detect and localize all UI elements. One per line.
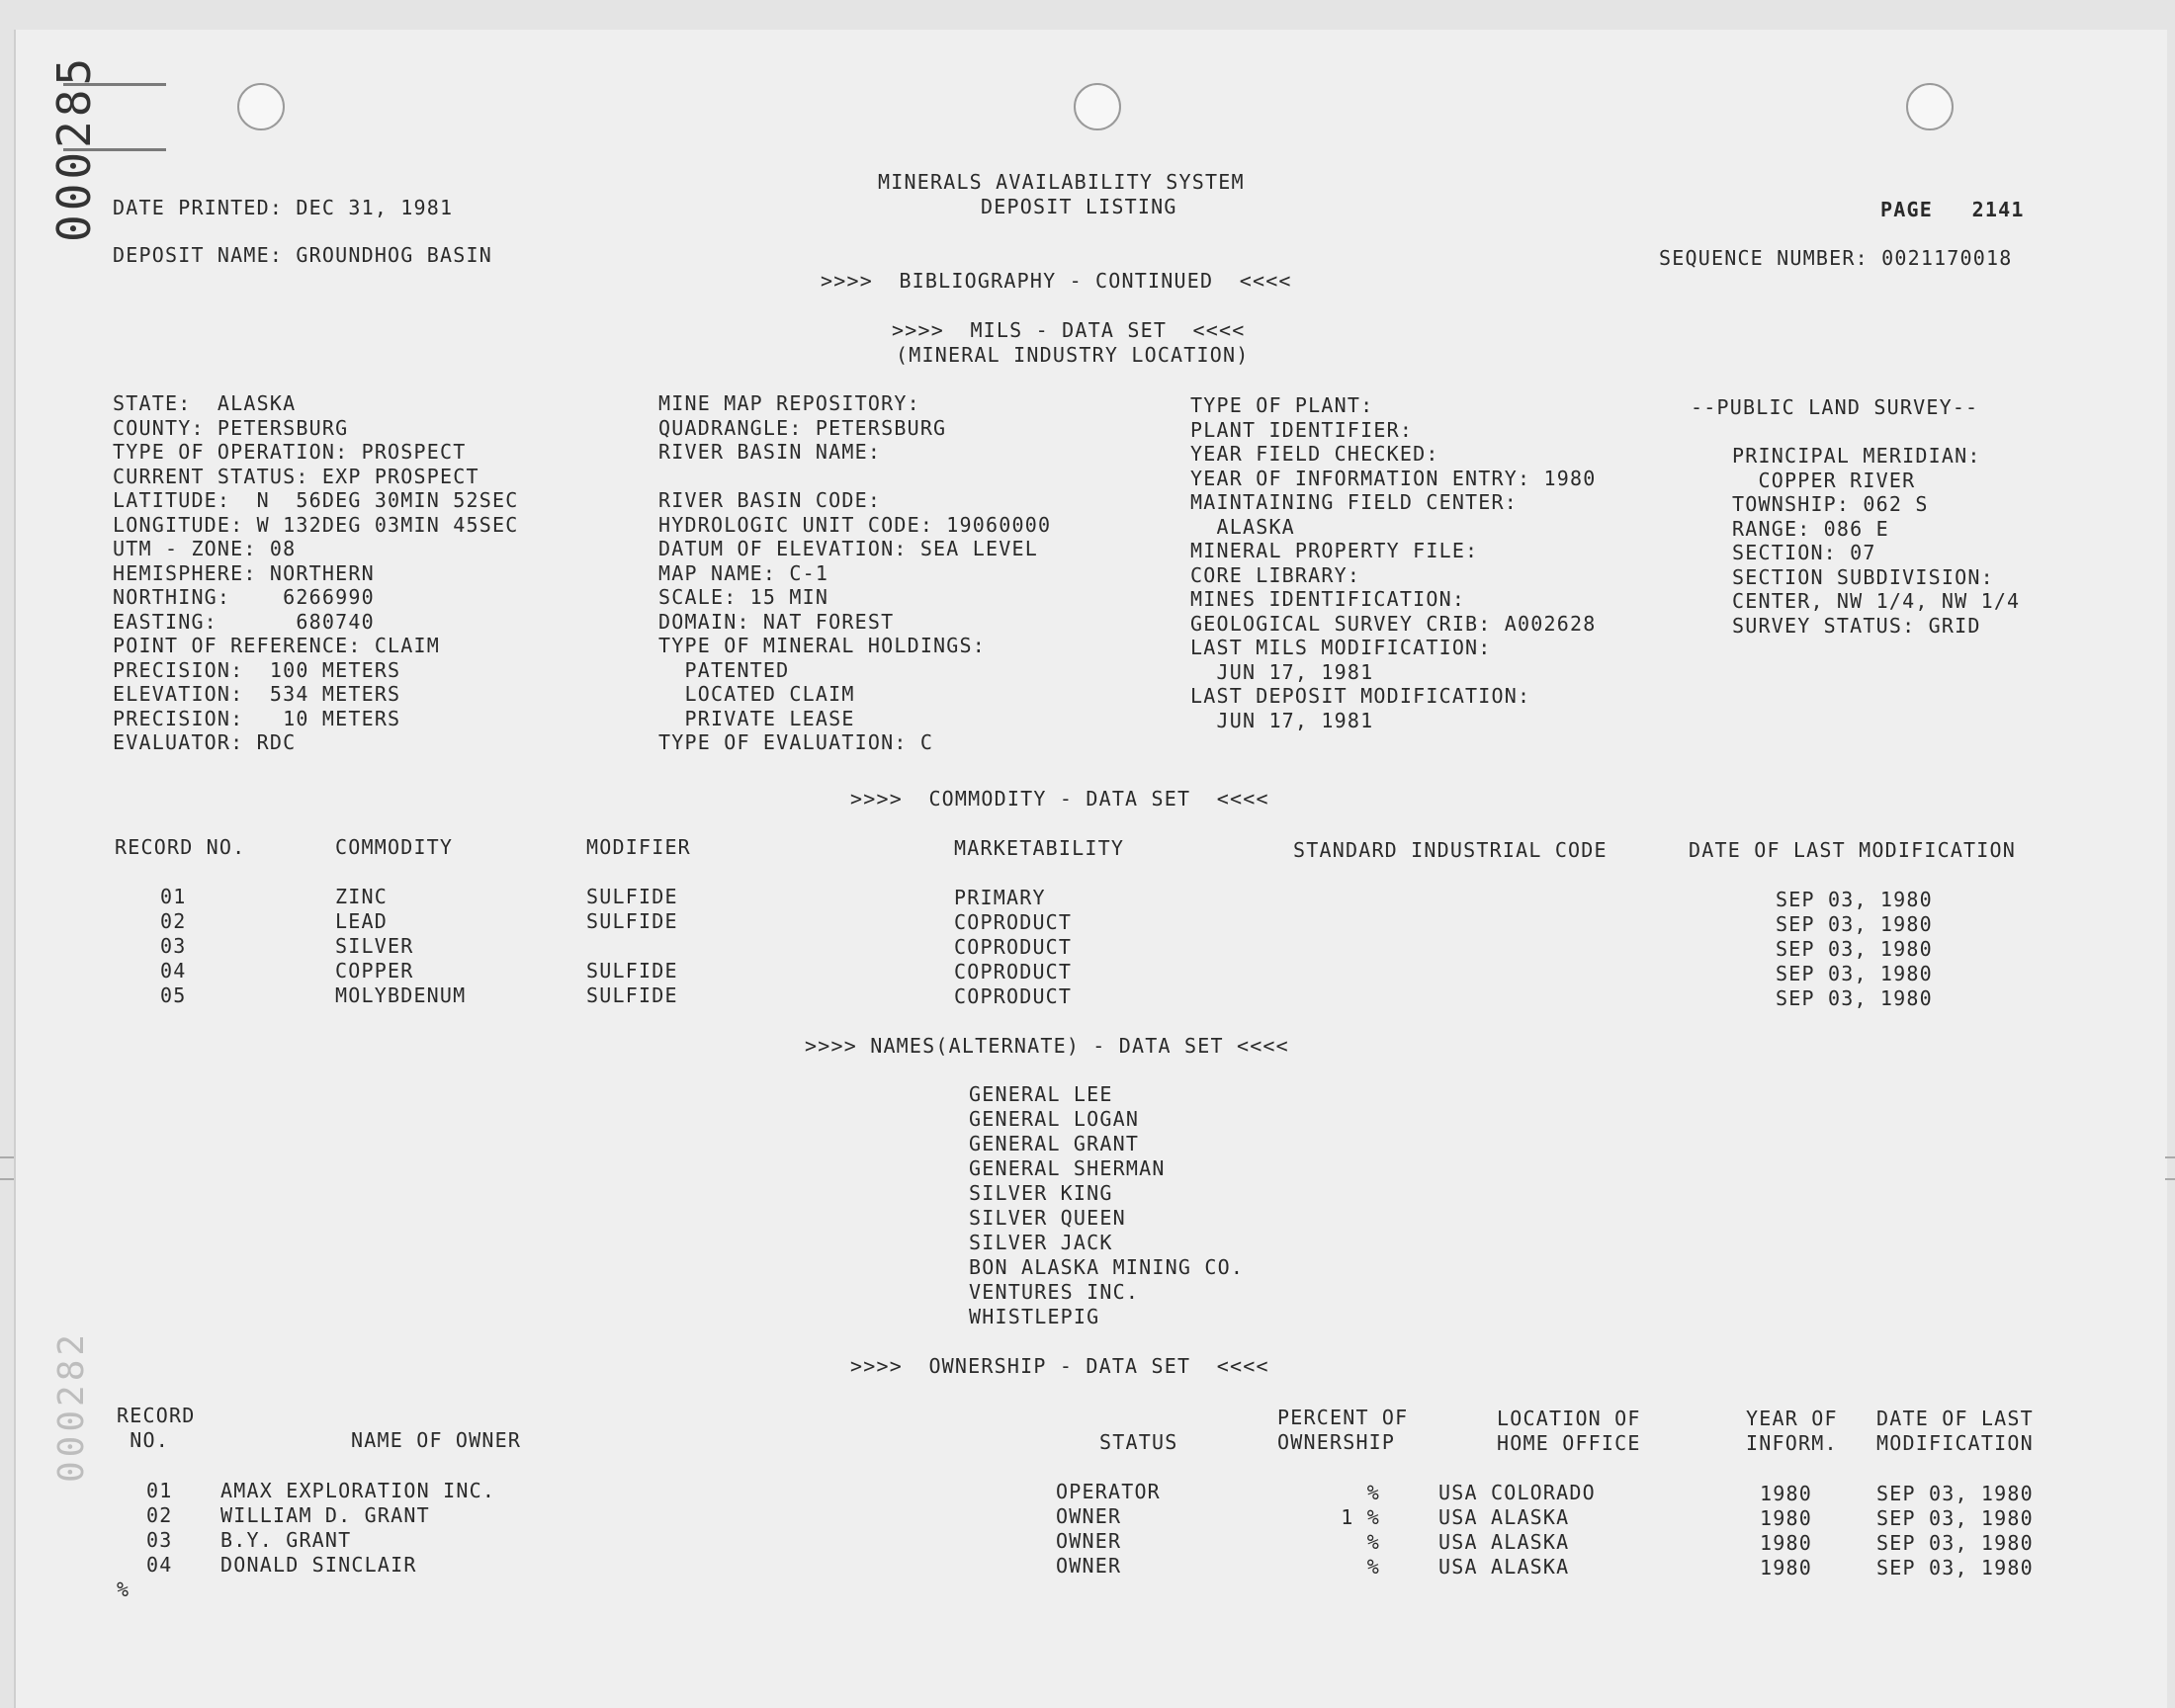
commodity-row-date: SEP 03, 1980 [1776, 888, 1933, 911]
commodity-row-record: 01 [160, 885, 187, 908]
ownership-header-location: LOCATION OF [1497, 1407, 1641, 1430]
ownership-header-year-2: INFORM. [1746, 1431, 1838, 1455]
commodity-row-record: 04 [160, 959, 187, 982]
commodity-row-modifier: SULFIDE [586, 959, 678, 982]
ownership-row-name: DONALD SINCLAIR [220, 1553, 417, 1577]
mils-field: TYPE OF OPERATION: PROSPECT [113, 440, 467, 464]
ownership-row-name: WILLIAM D. GRANT [220, 1503, 430, 1527]
deposit-name: DEPOSIT NAME: GROUNDHOG BASIN [113, 243, 492, 267]
survey-field: PRINCIPAL MERIDIAN: [1732, 444, 1981, 468]
alternate-name: BON ALASKA MINING CO. [969, 1255, 1245, 1279]
alternate-name: VENTURES INC. [969, 1280, 1140, 1304]
mils-field: LAST DEPOSIT MODIFICATION: [1190, 684, 1531, 708]
mils-field: PRECISION: 100 METERS [113, 657, 401, 682]
public-land-survey-title: --PUBLIC LAND SURVEY-- [1691, 395, 1979, 419]
ownership-header-percent-2: OWNERSHIP [1277, 1430, 1396, 1454]
commodity-row-commodity: COPPER [335, 959, 414, 982]
commodity-row-commodity: SILVER [335, 934, 414, 958]
commodity-row-commodity: LEAD [335, 909, 388, 933]
mils-field: QUADRANGLE: PETERSBURG [658, 415, 947, 440]
commodity-row-commodity: ZINC [335, 885, 388, 908]
ownership-row-percent: 1 % [1341, 1505, 1380, 1529]
survey-field: SURVEY STATUS: GRID [1732, 613, 1981, 638]
mils-field: CORE LIBRARY: [1190, 562, 1361, 587]
ownership-row-year: 1980 [1760, 1531, 1812, 1555]
ownership-header-date: DATE OF LAST [1876, 1407, 2034, 1430]
punch-hole-center [1074, 83, 1121, 130]
ownership-row-percent: % [1366, 1555, 1380, 1579]
ownership-row-record: 04 [146, 1553, 173, 1577]
mils-field: PATENTED [658, 657, 790, 682]
commodity-row-marketability: COPRODUCT [954, 935, 1073, 959]
mils-field: JUN 17, 1981 [1190, 659, 1374, 684]
fold-mark-right [2165, 1156, 2175, 1180]
ownership-row-record: 03 [146, 1528, 173, 1552]
ownership-row-name: AMAX EXPLORATION INC. [220, 1479, 496, 1502]
alternate-names-list [969, 1082, 1244, 1329]
ownership-row-status: OWNER [1056, 1529, 1122, 1553]
public-land-survey-column [1732, 444, 2020, 638]
ownership-header-status: STATUS [1099, 1430, 1178, 1454]
mils-map-column [658, 391, 1051, 755]
mils-field: GEOLOGICAL SURVEY CRIB: A002628 [1190, 611, 1597, 636]
ownership-header-percent: PERCENT OF [1277, 1406, 1409, 1429]
mils-field: EASTING: 680740 [113, 609, 375, 634]
date-printed: DATE PRINTED: DEC 31, 1981 [113, 196, 454, 219]
commodity-header-marketability: MARKETABILITY [954, 836, 1125, 860]
ownership-row-location: USA ALASKA [1438, 1555, 1570, 1579]
mils-field: RIVER BASIN CODE: [658, 488, 882, 512]
ownership-row-year: 1980 [1760, 1482, 1812, 1505]
ownership-header-location-2: HOME OFFICE [1497, 1431, 1641, 1455]
commodity-row-date: SEP 03, 1980 [1776, 962, 1933, 985]
mils-field: DATUM OF ELEVATION: SEA LEVEL [658, 537, 1038, 560]
ownership-header-record-no: NO. [117, 1428, 169, 1452]
commodity-row-date: SEP 03, 1980 [1776, 937, 1933, 961]
system-title: MINERALS AVAILABILITY SYSTEM [878, 170, 1245, 194]
mils-plant-column [1190, 393, 1596, 732]
commodity-row-marketability: COPRODUCT [954, 910, 1073, 934]
commodity-row-date: SEP 03, 1980 [1776, 912, 1933, 936]
section-names: >>>> NAMES(ALTERNATE) - DATA SET <<<< [805, 1034, 1289, 1058]
mils-field: PLANT IDENTIFIER: [1190, 417, 1414, 442]
commodity-header-date: DATE OF LAST MODIFICATION [1689, 838, 2017, 862]
mils-field: ALASKA [1190, 514, 1295, 539]
mils-field: PRECISION: 10 METERS [113, 706, 401, 730]
commodity-row-modifier: SULFIDE [586, 909, 678, 933]
commodity-row-marketability: PRIMARY [954, 886, 1046, 909]
page-number: PAGE 2141 [1880, 198, 2025, 221]
mils-field: MAP NAME: C-1 [658, 560, 829, 585]
ownership-row-percent: % [1366, 1530, 1380, 1554]
section-ownership: >>>> OWNERSHIP - DATA SET <<<< [850, 1354, 1269, 1378]
ownership-row-status: OWNER [1056, 1504, 1122, 1528]
mils-field: HEMISPHERE: NORTHERN [113, 560, 375, 585]
ownership-row-date: SEP 03, 1980 [1876, 1482, 2034, 1505]
ownership-row-location: USA ALASKA [1438, 1505, 1570, 1529]
mils-field: MINERAL PROPERTY FILE: [1190, 539, 1479, 562]
survey-field: SECTION: 07 [1732, 541, 1876, 564]
alternate-name: WHISTLEPIG [969, 1305, 1100, 1328]
survey-field: RANGE: 086 E [1732, 516, 1889, 541]
mils-field [658, 465, 1051, 489]
ownership-header-date-2: MODIFICATION [1876, 1431, 2034, 1455]
mils-field: YEAR OF INFORMATION ENTRY: 1980 [1190, 466, 1597, 490]
commodity-header-sic: STANDARD INDUSTRIAL CODE [1293, 838, 1608, 862]
ownership-row-name: B.Y. GRANT [220, 1528, 352, 1552]
mils-field: LOCATED CLAIM [658, 682, 855, 706]
survey-field: CENTER, NW 1/4, NW 1/4 [1732, 589, 2021, 613]
section-mils-title: >>>> MILS - DATA SET <<<< [892, 318, 1246, 342]
commodity-header-modifier: MODIFIER [586, 835, 691, 859]
mils-location-column [113, 391, 518, 755]
mils-field: LONGITUDE: W 132DEG 03MIN 45SEC [113, 512, 519, 537]
commodity-header-record: RECORD NO. [115, 835, 246, 859]
alternate-name: GENERAL LOGAN [969, 1107, 1140, 1131]
side-serial-number: 000285 [47, 53, 101, 242]
commodity-row-modifier: SULFIDE [586, 885, 678, 908]
ownership-row-status: OPERATOR [1056, 1480, 1161, 1503]
commodity-row-marketability: COPRODUCT [954, 984, 1073, 1008]
mils-field: ELEVATION: 534 METERS [113, 682, 401, 706]
mils-field: MAINTAINING FIELD CENTER: [1190, 490, 1519, 514]
mils-field: HYDROLOGIC UNIT CODE: 19060000 [658, 512, 1052, 537]
end-of-record-mark: % [117, 1578, 130, 1601]
ownership-row-percent: % [1366, 1481, 1380, 1504]
commodity-row-record: 05 [160, 983, 187, 1007]
ownership-row-date: SEP 03, 1980 [1876, 1556, 2034, 1580]
ownership-header-name: NAME OF OWNER [351, 1428, 522, 1452]
mils-field: MINES IDENTIFICATION: [1190, 587, 1466, 611]
ownership-row-year: 1980 [1760, 1506, 1812, 1530]
mils-field: LATITUDE: N 56DEG 30MIN 52SEC [113, 488, 519, 512]
listing-title: DEPOSIT LISTING [981, 195, 1177, 218]
alternate-name: SILVER QUEEN [969, 1206, 1126, 1230]
ownership-row-location: USA COLORADO [1438, 1481, 1596, 1504]
mils-field: TYPE OF EVALUATION: C [658, 730, 934, 754]
ownership-row-location: USA ALASKA [1438, 1530, 1570, 1554]
punch-hole-left [237, 83, 285, 130]
ownership-row-record: 01 [146, 1479, 173, 1502]
section-commodity: >>>> COMMODITY - DATA SET <<<< [850, 787, 1269, 811]
alternate-name: GENERAL GRANT [969, 1132, 1140, 1155]
mils-field: SCALE: 15 MIN [658, 585, 829, 609]
mils-field: CURRENT STATUS: EXP PROSPECT [113, 464, 479, 488]
survey-field: COPPER RIVER [1732, 468, 1916, 492]
mils-field: UTM - ZONE: 08 [113, 537, 297, 560]
mils-field: EVALUATOR: RDC [113, 730, 297, 754]
alternate-name: SILVER KING [969, 1181, 1113, 1205]
commodity-row-commodity: MOLYBDENUM [335, 983, 467, 1007]
alternate-name: GENERAL SHERMAN [969, 1156, 1166, 1180]
ownership-header-record: RECORD [117, 1404, 196, 1427]
mils-field: RIVER BASIN NAME: [658, 440, 882, 464]
ownership-row-status: OWNER [1056, 1554, 1122, 1578]
mils-field: COUNTY: PETERSBURG [113, 415, 349, 440]
sequence-number: SEQUENCE NUMBER: 0021170018 [1659, 246, 2013, 270]
ownership-row-date: SEP 03, 1980 [1876, 1531, 2034, 1555]
side-serial-number-faint: 000282 [51, 1329, 92, 1483]
mils-field: JUN 17, 1981 [1190, 708, 1374, 732]
section-bibliography: >>>> BIBLIOGRAPHY - CONTINUED <<<< [821, 269, 1292, 293]
punch-hole-right [1906, 83, 1954, 130]
ownership-row-date: SEP 03, 1980 [1876, 1506, 2034, 1530]
mils-field: DOMAIN: NAT FOREST [658, 609, 895, 634]
mils-field: PRIVATE LEASE [658, 706, 855, 730]
mils-field: TYPE OF MINERAL HOLDINGS: [658, 634, 987, 657]
commodity-row-marketability: COPRODUCT [954, 960, 1073, 983]
alternate-name: SILVER JACK [969, 1231, 1113, 1254]
commodity-row-modifier: SULFIDE [586, 983, 678, 1007]
commodity-header-commodity: COMMODITY [335, 835, 454, 859]
mils-field: YEAR FIELD CHECKED: [1190, 442, 1439, 466]
mils-field: STATE: ALASKA [113, 391, 297, 415]
alternate-name: GENERAL LEE [969, 1082, 1113, 1106]
survey-field: TOWNSHIP: 062 S [1732, 492, 1929, 516]
mils-field: LAST MILS MODIFICATION: [1190, 636, 1492, 659]
ownership-row-record: 02 [146, 1503, 173, 1527]
section-mils-subtitle: (MINERAL INDUSTRY LOCATION) [896, 343, 1250, 367]
commodity-row-record: 03 [160, 934, 187, 958]
survey-field: SECTION SUBDIVISION: [1732, 564, 1994, 589]
ownership-row-year: 1980 [1760, 1556, 1812, 1580]
mils-field: NORTHING: 6266990 [113, 585, 375, 609]
fold-mark-left [0, 1156, 14, 1180]
mils-field: TYPE OF PLANT: [1190, 393, 1374, 417]
commodity-row-record: 02 [160, 909, 187, 933]
mils-field: POINT OF REFERENCE: CLAIM [113, 634, 441, 657]
commodity-row-date: SEP 03, 1980 [1776, 986, 1933, 1010]
mils-field: MINE MAP REPOSITORY: [658, 391, 920, 415]
ownership-header-year: YEAR OF [1746, 1407, 1838, 1430]
